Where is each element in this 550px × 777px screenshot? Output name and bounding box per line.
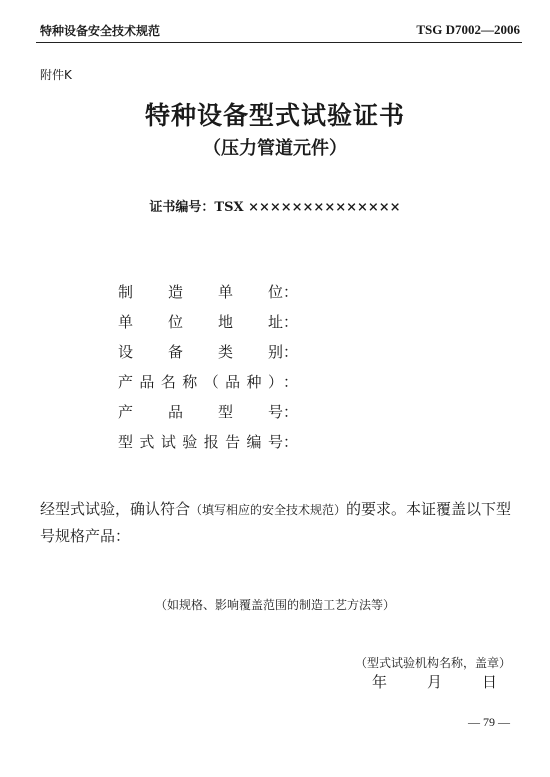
- field-label-char: 号: [267, 432, 283, 451]
- field-label-char: 称: [182, 372, 198, 391]
- field-label-char: 品: [225, 372, 241, 391]
- field-row: [118, 336, 298, 366]
- header-title: 特种设备安全技术规范: [40, 24, 161, 38]
- field-row: [118, 306, 298, 336]
- field-row: [118, 276, 298, 306]
- certificate-fields: [118, 276, 298, 456]
- field-label-char: 编: [246, 432, 262, 451]
- field-label-char: 型: [217, 402, 233, 421]
- certificate-number: 证书编号：TSX ××××××××××××××: [149, 200, 401, 215]
- date-day: 日: [482, 673, 498, 691]
- date-month: 月: [427, 673, 443, 691]
- statement-note: （填写相应的安全技术规范）: [190, 503, 347, 517]
- field-label-char: 报: [203, 432, 219, 451]
- date-year: 年: [372, 673, 388, 691]
- field-colon: ：: [283, 432, 299, 451]
- annex-label: 附件K: [40, 68, 72, 82]
- field-label: [118, 371, 283, 392]
- field-label: [118, 401, 283, 422]
- field-label-char: 制: [118, 282, 134, 301]
- field-label-char: 种: [246, 372, 262, 391]
- field-colon: ：: [283, 312, 299, 331]
- field-label: [118, 341, 283, 362]
- statement-part2: 的要求。本证覆盖以下型号规格产品：: [40, 500, 512, 545]
- field-row: [118, 366, 298, 396]
- field-label-char: 号: [267, 402, 283, 421]
- field-colon: ：: [283, 402, 299, 421]
- field-label-char: 位: [267, 282, 283, 301]
- field-label: [118, 431, 283, 452]
- scope-note: （如规格、影响覆盖范围的制造工艺方法等）: [154, 598, 395, 612]
- field-colon: ：: [283, 372, 299, 391]
- field-colon: ：: [283, 342, 299, 361]
- certificate-statement: [40, 496, 515, 549]
- field-label-char: 设: [118, 342, 134, 361]
- field-label: [118, 311, 283, 332]
- field-label-char: （: [203, 372, 219, 391]
- field-row: [118, 426, 298, 456]
- field-label-char: 品: [167, 402, 183, 421]
- page-number: — 79 —: [468, 715, 510, 729]
- statement-part1: 经型式试验，确认符合: [40, 500, 191, 518]
- field-label-char: 告: [225, 432, 241, 451]
- field-label-char: 别: [267, 342, 283, 361]
- header-rule: [36, 42, 522, 43]
- field-label-char: 产: [118, 372, 134, 391]
- organization-note: （型式试验机构名称，盖章）: [355, 656, 512, 670]
- field-label-char: 类: [217, 342, 233, 361]
- field-label-char: 产: [118, 402, 134, 421]
- field-label: [118, 281, 283, 302]
- field-label-char: 地: [217, 312, 233, 331]
- field-label-char: 品: [139, 372, 155, 391]
- field-label-char: 单: [217, 282, 233, 301]
- field-label-char: 备: [167, 342, 183, 361]
- header-code: TSG D7002—2006: [416, 22, 520, 37]
- field-label-char: 造: [167, 282, 183, 301]
- page-subtitle: （压力管道元件）: [203, 138, 347, 159]
- field-label-char: 名: [160, 372, 176, 391]
- field-row: [118, 396, 298, 426]
- field-label-char: 验: [182, 432, 198, 451]
- page-title: 特种设备型式试验证书: [144, 101, 405, 130]
- field-label-char: ）: [267, 372, 283, 391]
- field-label-char: 试: [160, 432, 176, 451]
- field-label-char: 单: [118, 312, 134, 331]
- field-colon: ：: [283, 282, 299, 301]
- field-label-char: 位: [167, 312, 183, 331]
- date-line: [372, 671, 497, 692]
- field-label-char: 式: [139, 432, 155, 451]
- field-label-char: 型: [118, 432, 134, 451]
- field-label-char: 址: [267, 312, 283, 331]
